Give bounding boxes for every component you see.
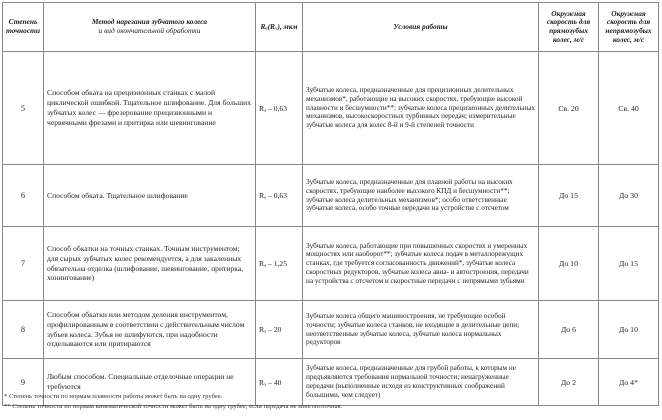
cell-speed-helical: До 30	[599, 165, 659, 227]
header-roughness: Rₐ(Rₓ), мкм	[256, 3, 303, 52]
header-method-subtitle: и вид окончательной обработки	[98, 26, 201, 35]
cell-method: Способом обката. Тщательное шлифование	[44, 165, 256, 227]
cell-method: Способом обкатки или методом деления инструментом, профилированным в соответствии с действительным числом зубьев колеса. Зубья не шлифуются, при надобности отделываются или притираются	[44, 301, 256, 359]
cell-roughness: Rₓ – 40	[256, 359, 303, 406]
header-conditions: Условия работы	[303, 3, 539, 52]
header-speed-helical: Окружная скорость для непрямозубых колес, м/с	[599, 3, 659, 52]
footnote: * Степень точности по нормам плавности работы может быть на одну грубее.	[4, 393, 223, 400]
cell-speed-straight: До 2	[539, 359, 599, 406]
cell-roughness: Rₐ – 1,25	[256, 227, 303, 301]
cell-degree: 7	[3, 227, 44, 301]
footnote: ** Степень точности по нормам кинематической точности может быть на одну грубее, если передача не многопоточная.	[4, 402, 343, 410]
gear-accuracy-table	[2, 2, 659, 406]
cell-conditions: Зубчатые колеса, работающие при повышенных скоростях и умеренных мощностях или наоборот**; зубчатые колеса подач в металлорежущих станках, где требуется согласованность движений*, зубчатые колеса скоростных редукторов, зубчатые колеса авиа- и автостроения, передачи на устройства с отсчетом и скоростные передачи с непрямыми зубьями	[303, 227, 539, 301]
cell-degree: 8	[3, 301, 44, 359]
cell-roughness: Rₐ – 0,63	[256, 52, 303, 165]
cell-method: Любым способом. Специальные отделочные операции не требуются	[44, 359, 256, 406]
table-header-row	[3, 3, 659, 52]
table-row	[3, 301, 659, 359]
cell-degree: 5	[3, 52, 44, 165]
cell-degree: 6	[3, 165, 44, 227]
cell-speed-straight: До 6	[539, 301, 599, 359]
cell-speed-straight: Св. 20	[539, 52, 599, 165]
cell-roughness: Rₓ – 20	[256, 301, 303, 359]
table-row	[3, 227, 659, 301]
cell-speed-straight: До 10	[539, 227, 599, 301]
cell-speed-helical: До 10	[599, 301, 659, 359]
cell-roughness: Rₐ – 0,63	[256, 165, 303, 227]
cell-method: Способ обкатки на точных станках. Точным инструментом; для сырых зубчатых колес рекомендуется, а для закаленных обязательна отделка (шлифование, шевингование, притирка, хонингование)	[44, 227, 256, 301]
header-degree: Степень точности	[3, 3, 44, 52]
cell-speed-helical: До 15	[599, 227, 659, 301]
cell-speed-helical: До 4*	[599, 359, 659, 406]
cell-conditions: Зубчатые колеса, предназначенные для плавной работы на высоких скоростях, требующие наиболее высокого КПД и бесшумности**; зубчатые колеса делительных механизмов*; особо ответственные зубчатые колеса, особо точные передачи на устройстве с отсчетом	[303, 165, 539, 227]
cell-conditions: Зубчатые колеса, предназначенные для прецизионных делительных механизмов*, работающие на высоких скоростях, требующие высокой плавности и бесшумности**; зубчатые колеса прецизионных делительных механизмов, высокоскоростных турбинных передач; измерительные зубчатые колеса для колес 8-й и 9-й степеней точности	[303, 52, 539, 165]
cell-conditions: Зубчатые колеса общего машиностроения, не требующие особой точности; зубчатые колеса станков, не входящие в делительные цепи; неответственные зубчатые колеса, зубчатые колеса нормальных редукторов	[303, 301, 539, 359]
cell-speed-helical: Св. 40	[599, 52, 659, 165]
table-row	[3, 52, 659, 165]
header-method-title: Метод нарезания зубчатого колеса	[91, 17, 208, 27]
cell-degree: 9	[3, 359, 44, 406]
cell-method: Способом обката на прецизионных станках с малой циклической ошибкой. Тщательное шлифование. Для больших зубчатых колес — фрезерование прецизионными и червячными фрезами и притирка или шевингование	[44, 52, 256, 165]
footnotes	[4, 392, 656, 411]
header-method	[44, 3, 256, 52]
cell-speed-straight: До 15	[539, 165, 599, 227]
header-speed-straight: Окружная скорость для прямозубых колес, м/с	[539, 3, 599, 52]
cell-conditions: Зубчатые колеса, предназначенные для грубой работы, к которым не предъявляются требования нормальной точности; ненагруженные передачи (выполненные исходя из конструктивных соображений большими, чем следует)	[303, 359, 539, 406]
table-row	[3, 165, 659, 227]
